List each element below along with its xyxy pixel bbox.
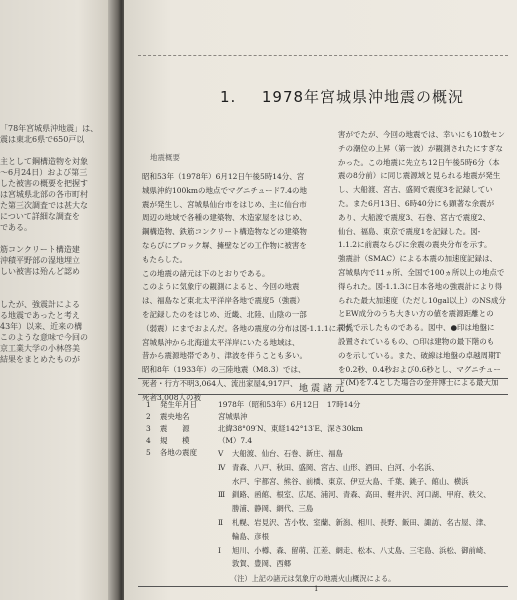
- paragraph-line: 昔から震源地帯であり、津波を伴うことも多い。: [142, 351, 307, 361]
- table-row: [146, 412, 248, 422]
- intensity-level: Ⅰ: [218, 545, 221, 555]
- paragraph-line: 昭和53年（1978年）6月12日午後5時14分、宮: [142, 172, 305, 181]
- row-number: 3: [146, 424, 151, 433]
- left-page-line: 43年）以来、近来の構: [0, 322, 83, 331]
- paragraph-line: 死者・行方不明3,064人、流出家屋4,917戸、: [142, 378, 298, 388]
- intensity-places: 輪島、彦根: [232, 531, 269, 541]
- paragraph-line: を記録したのをはじめ、近畿、北陸、山陰の一部: [142, 309, 307, 319]
- row-key: 規 模: [160, 436, 190, 445]
- left-page-line: 結果をまとめたものが: [0, 355, 80, 364]
- right-page: [124, 0, 517, 600]
- table-row: [146, 424, 363, 434]
- paragraph-line: 得られた。図-1.1.3に日本各地の強震計により得: [338, 281, 503, 291]
- table-rule-header: [138, 394, 508, 395]
- chapter-title-text: 1978年宮城県沖地震の概況: [261, 88, 465, 106]
- row-key: 各地の震度: [160, 448, 197, 457]
- row-value: （M）7.4: [218, 436, 253, 445]
- intensity-places: 敦賀、豊岡、西郷: [232, 559, 292, 569]
- table-note: （注）上記の諸元は気象庁の地震火山概況による。: [230, 574, 396, 583]
- paragraph-line: 宮城県内で11ヵ所、全国で100ヵ所以上の地点で: [338, 267, 505, 277]
- body-column-right: [338, 128, 510, 390]
- paragraph-line: かった。この地震に先立ち12日午後5時6分（本: [338, 157, 500, 167]
- paragraph-line: とEW成分のうち大きい方の値を震源距離との: [338, 309, 494, 319]
- intensity-level: Ⅱ: [218, 518, 224, 527]
- table-title: 地震諸元: [298, 384, 347, 394]
- paragraph-line: し、大船渡、宮古、盛岡で震度3を記録してい: [338, 185, 493, 195]
- row-number: 4: [146, 436, 151, 445]
- page-number: 1: [314, 585, 319, 593]
- table-rule-top: [138, 378, 508, 379]
- paragraph-line: た。また6月13日、6時40分にも顕著な余震が: [338, 198, 495, 208]
- intensity-places: 釧路、函館、根室、広尾、浦河、青森、高田、軽井沢、河口湖、甲府、秩父、: [232, 490, 491, 500]
- intensity-row: [218, 503, 313, 515]
- header-rule: [138, 55, 508, 56]
- section-heading: 地震概要: [150, 153, 180, 162]
- left-page-line: した被害の概要を把握す: [0, 179, 88, 188]
- left-page-line: 震は東北6県で650戸以: [0, 135, 85, 144]
- paragraph-line: ならびにブロック塀、擁壁などの工作物に被害を: [142, 240, 307, 250]
- intensity-places: 青森、八戸、秋田、盛岡、宮古、山形、酒田、白河、小名浜、: [232, 462, 439, 472]
- paragraph-line: 昭和8年（1933年）の三陸地震（M8.3）では、: [142, 365, 306, 375]
- intensity-places: 大船渡、仙台、石巻、新庄、福島: [232, 449, 343, 458]
- paragraph-line: 関係で示したものである。図中、●印は地盤に: [338, 323, 495, 333]
- intensity-row: [218, 476, 469, 488]
- row-value: 1978年（昭和53年）6月12日 17時14分: [218, 400, 361, 409]
- intensity-level: Ⅴ: [218, 449, 224, 458]
- paragraph-line: この地震の諸元は下のとおりである。: [142, 268, 270, 278]
- earthquake-parameters-table: [138, 378, 508, 594]
- table-rule-bottom: [138, 586, 508, 587]
- intensity-places: 勝浦、静岡、網代、三島: [232, 504, 314, 514]
- left-page-line: 京工業大学の小林啓美: [0, 344, 80, 353]
- paragraph-line: チの潮位の上昇（第一波）が観測されたにすぎな: [338, 143, 503, 153]
- intensity-row: [218, 545, 491, 557]
- row-key: 震 源: [160, 424, 190, 433]
- intensity-row: [218, 448, 343, 460]
- paragraph-line: 害がでたが、今回の地震では、幸いにも10数セン: [338, 130, 506, 139]
- left-page: [0, 0, 112, 600]
- left-page-line: る地震であったと考え: [0, 311, 80, 320]
- paragraph-line: 城県沖約100kmの地点でマグニチュード7.4の地: [142, 185, 308, 195]
- row-key: 発生年月日: [160, 400, 197, 409]
- paragraph-line: 強震計（SMAC）による本震の加速度記録は、: [338, 254, 497, 264]
- paragraph-line: 仙台、福島、東京で震度1を記録した。図-: [338, 226, 481, 236]
- intensity-row: [218, 462, 439, 474]
- left-page-line: このような意味で今回の: [0, 333, 88, 342]
- chapter-title: [220, 86, 464, 107]
- paragraph-line: もたらした。: [142, 254, 187, 264]
- paragraph-line: ド(M)を7.4とした場合の金井博士による最大加: [338, 378, 499, 388]
- left-page-line: 主として鋼構造物を対象: [0, 157, 88, 166]
- row-value: 宮城県沖: [218, 412, 248, 421]
- paragraph-line: このように気象庁の観測によると、今回の地震: [142, 282, 300, 292]
- paragraph-line: のを示している。また、破線は地盤の卓越周期T: [338, 350, 501, 360]
- left-page-line: 筋コンクリート構造建: [0, 245, 80, 254]
- row-number: 2: [146, 412, 151, 421]
- intensity-places: 水戸、宇都宮、熊谷、前橋、東京、伊豆大島、千葉、銚子、館山、横浜: [232, 476, 469, 486]
- intensity-level: Ⅲ: [218, 490, 226, 500]
- left-page-line: は宮城県北部の各市町村: [0, 190, 88, 199]
- left-page-line: た第三次調査では甚大な: [0, 201, 88, 210]
- paragraph-line: を0.2秒、0.4秒および0.6秒とし、マグニチュー: [338, 364, 501, 374]
- intensity-level: Ⅳ: [218, 462, 226, 472]
- chapter-number: 1.: [220, 88, 237, 106]
- left-page-line: 「78年宮城県沖地震」は、: [0, 124, 99, 133]
- row-number: 5: [146, 448, 151, 457]
- left-page-line: について詳細な調査を: [0, 212, 80, 221]
- paragraph-line: 周辺の地域で各種の建築物、木造家屋をはじめ、: [142, 213, 307, 223]
- paragraph-line: 設置されているもの、○印は建物の最下階のも: [338, 336, 495, 346]
- left-page-line: である。: [0, 223, 32, 232]
- paragraph-line: 1.1.2に前震ならびに余震の震央分布を示す。: [338, 240, 492, 250]
- left-page-line: ～6月24日）および第三: [0, 168, 88, 177]
- intensity-row: [218, 558, 291, 570]
- row-key: 震央地名: [160, 412, 190, 421]
- paragraph-line: は、福島など東北太平洋岸各地で震度5（強震）: [142, 296, 305, 306]
- row-value: 北緯38°09′N、東経142°13′E、深さ30km: [218, 424, 363, 433]
- table-row: [146, 448, 218, 458]
- paragraph-line: 震の8分前）に同じ震源域と見られる地震が発生: [338, 171, 501, 181]
- table-row: [146, 400, 360, 410]
- left-page-line: 沖積平野部の湿地埋立: [0, 256, 80, 265]
- paragraph-line: 震が発生し、宮城県仙台市をはじめ、主に仙台市: [142, 199, 307, 209]
- intensity-row: [218, 517, 491, 529]
- intensity-places: 札幌、岩見沢、苫小牧、室蘭、新潟、相川、長野、飯田、諏訪、名古屋、津、: [232, 518, 491, 527]
- paragraph-line: 鋼構造物、鉄筋コンクリート構造物などの建築物: [142, 227, 307, 237]
- paragraph-line: 死者3,008人の被: [142, 392, 201, 402]
- paragraph-line: あり、大船渡で震度3、石巻、宮古で震度2、: [338, 212, 491, 222]
- row-number: 1: [146, 400, 151, 409]
- paragraph-line: られた最大加速度（ただし10gal以上）のNS成分: [338, 295, 506, 305]
- intensity-places: 旭川、小樽、森、留萌、江差、網走、松本、八丈島、三宅島、浜松、御前崎、: [232, 545, 491, 555]
- left-page-line: したが、強震計による: [0, 300, 80, 309]
- intensity-row: [218, 489, 491, 501]
- paragraph-line: 宮城県沖から北海道太平洋岸にいたる地域は、: [142, 337, 300, 347]
- paragraph-line: （弱震）にまでおよんだ。各地の震度の分布は図-1.1.1に示す。: [142, 323, 359, 333]
- left-page-line: しい被害は殆んど認め: [0, 267, 80, 276]
- intensity-row: [218, 531, 269, 543]
- table-row: [146, 436, 252, 446]
